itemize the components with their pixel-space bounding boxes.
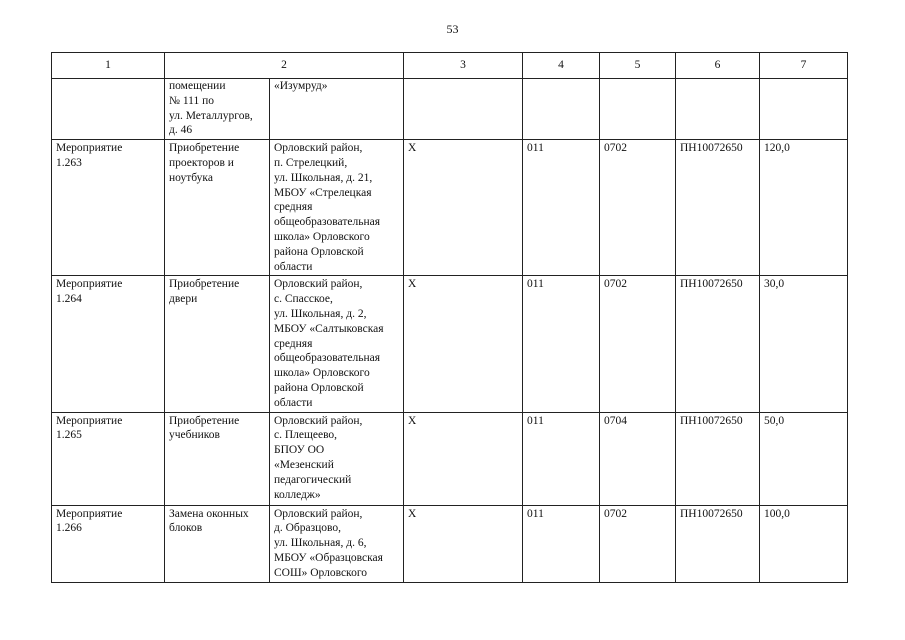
cell-description: Приобретение двери (165, 276, 270, 412)
cell-address: «Изумруд» (270, 79, 404, 140)
cell-measure: Мероприятие 1.266 (52, 505, 165, 582)
cell-description: Приобретение учебников (165, 412, 270, 505)
cell-address: Орловский район, п. Стрелецкий, ул. Школьная, д. 21, МБОУ «Стрелецкая средняя общеобразовательная школа» Орловского района Орловской области (270, 140, 404, 276)
table-row (52, 79, 848, 140)
header-col-3: 3 (404, 53, 523, 79)
cell-col-6: ПН10072650 (676, 140, 760, 276)
cell-description: Замена оконных блоков (165, 505, 270, 582)
header-col-1: 1 (52, 53, 165, 79)
cell-description: помещении № 111 по ул. Металлургов, д. 46 (165, 79, 270, 140)
table-row (52, 505, 848, 582)
cell-col-3: Х (404, 505, 523, 582)
cell-col-7 (760, 79, 848, 140)
header-col-7: 7 (760, 53, 848, 79)
cell-col-6: ПН10072650 (676, 505, 760, 582)
cell-col-5: 0704 (600, 412, 676, 505)
cell-address: Орловский район, с. Спасское, ул. Школьная, д. 2, МБОУ «Салтыковская средняя общеобразовательная школа» Орловского района Орловской области (270, 276, 404, 412)
cell-measure: Мероприятие 1.265 (52, 412, 165, 505)
cell-description: Приобретение проекторов и ноутбука (165, 140, 270, 276)
cell-address: Орловский район, с. Плещеево, БПОУ ОО «Мезенский педагогический колледж» (270, 412, 404, 505)
cell-col-4: 011 (523, 276, 600, 412)
cell-col-5: 0702 (600, 276, 676, 412)
cell-col-3: Х (404, 140, 523, 276)
cell-col-7: 120,0 (760, 140, 848, 276)
page-number: 53 (446, 22, 459, 36)
table-row (52, 140, 848, 276)
cell-col-5: 0702 (600, 140, 676, 276)
cell-col-5: 0702 (600, 505, 676, 582)
cell-col-5 (600, 79, 676, 140)
cell-measure: Мероприятие 1.263 (52, 140, 165, 276)
header-col-2: 2 (165, 53, 404, 79)
cell-col-7: 100,0 (760, 505, 848, 582)
cell-address: Орловский район, д. Образцово, ул. Школьная, д. 6, МБОУ «Образцовская СОШ» Орловского (270, 505, 404, 582)
cell-col-3: Х (404, 412, 523, 505)
budget-table (51, 52, 848, 583)
header-col-4: 4 (523, 53, 600, 79)
cell-col-7: 30,0 (760, 276, 848, 412)
cell-col-6 (676, 79, 760, 140)
cell-col-4: 011 (523, 412, 600, 505)
cell-measure (52, 79, 165, 140)
table-row (52, 276, 848, 412)
cell-measure: Мероприятие 1.264 (52, 276, 165, 412)
header-col-6: 6 (676, 53, 760, 79)
header-row (52, 53, 848, 79)
cell-col-3: Х (404, 276, 523, 412)
cell-col-4 (523, 79, 600, 140)
header-col-5: 5 (600, 53, 676, 79)
cell-col-4: 011 (523, 140, 600, 276)
table-row (52, 412, 848, 505)
cell-col-6: ПН10072650 (676, 276, 760, 412)
cell-col-6: ПН10072650 (676, 412, 760, 505)
cell-col-4: 011 (523, 505, 600, 582)
cell-col-7: 50,0 (760, 412, 848, 505)
cell-col-3 (404, 79, 523, 140)
